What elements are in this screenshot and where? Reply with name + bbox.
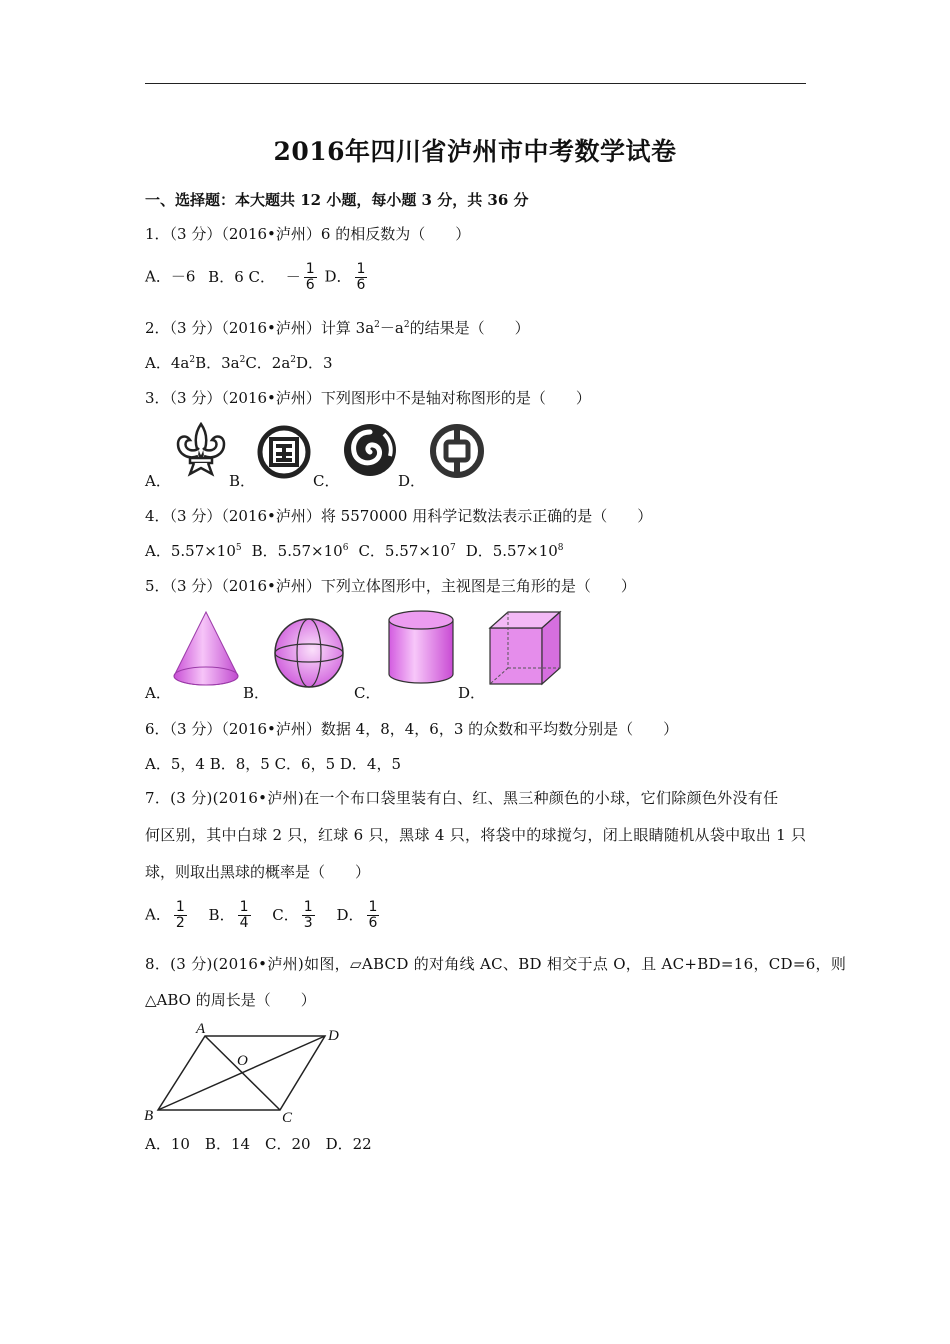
point-label-b: B	[144, 1108, 154, 1124]
spiral-logo-icon	[340, 420, 400, 480]
question-8-line-1: 8．(3 分)(2016•泸州)如图，▱ABCD 的对角线 AC、BD 相交于点 O，且 AC+BD=16，CD=6，则	[145, 955, 847, 973]
q5-label-a: A．	[145, 684, 171, 702]
q2-option-d: D．3	[296, 354, 333, 372]
q2-option-b: B．$3a^2$	[195, 354, 246, 372]
point-label-a: A	[196, 1021, 206, 1037]
question-8-line-2: △ABO 的周长是（ ）	[145, 991, 316, 1009]
question-7-line-1: 7．(3 分)(2016•泸州)在一个布口袋里装有白、红、黑三种颜色的小球，它们除颜色外没有任	[145, 789, 779, 807]
q1-fraction-d: $\frac{1}{6}$	[356, 261, 366, 293]
question-5-stem: 5．（3 分）（2016•泸州）下列立体图形中，主视图是三角形的是（ ）	[145, 577, 636, 595]
question-4-options	[145, 541, 574, 561]
q7-fraction-a: $\frac{1}{2}$	[175, 899, 185, 931]
q3-label-d: D．	[398, 472, 426, 490]
question-7-line-2: 何区别，其中白球 2 只，红球 6 只，黑球 4 只，将袋中的球搅匀，闭上眼睛随机从袋中取出 1 只	[145, 826, 807, 844]
q2-option-c: C．$2a^2$	[245, 354, 297, 372]
page-title: 2016年四川省泸州市中考数学试卷	[273, 137, 677, 166]
q5-label-d: D．	[458, 684, 486, 702]
question-1-stem: 1．（3 分）（2016•泸州）6 的相反数为（ ）	[145, 225, 471, 243]
q7-fraction-d: $\frac{1}{6}$	[368, 899, 378, 931]
question-3-stem: 3．（3 分）（2016•泸州）下列图形中不是轴对称图形的是（ ）	[145, 389, 591, 407]
q4-option-c: C．$5.57\times 10^7$	[358, 542, 456, 560]
question-6-options: A．5，4 B．8，5 C．6，5 D．4，5	[145, 755, 402, 773]
q7-fraction-c: $\frac{1}{3}$	[303, 899, 313, 931]
question-1-options	[145, 262, 370, 293]
section-heading: 一、选择题：本大题共 12 小题，每小题 3 分，共 36 分	[145, 191, 529, 209]
fleur-de-lis-icon	[170, 420, 232, 480]
cone-figure	[170, 608, 242, 688]
bank-of-china-logo-icon	[428, 422, 486, 480]
bank-logo-b-icon	[256, 424, 312, 480]
question-2-stem: 2．（3 分）（2016•泸州）计算 $3a^2-a^2$的结果是（ ）	[145, 319, 530, 337]
q3-label-a: A．	[145, 472, 171, 490]
point-label-d: D	[328, 1028, 339, 1044]
question-6-stem: 6．（3 分）（2016•泸州）数据 4，8，4，6，3 的众数和平均数分别是（ ）	[145, 720, 679, 738]
header-rule	[145, 83, 806, 84]
q1-option-d: D．	[324, 267, 352, 286]
q1-fraction-c: $\frac{1}{6}$	[305, 261, 315, 293]
parallelogram-diagram	[140, 1018, 350, 1126]
q2-option-a: A．$4a^2$	[145, 354, 196, 372]
question-8-options: A．10 B．14 C．20 D．22	[145, 1135, 372, 1153]
q5-label-b: B．	[243, 684, 270, 702]
q1-option-a: A．－6	[145, 267, 196, 286]
point-label-c: C	[282, 1110, 293, 1126]
question-7-options: A． $\frac{1}{2}$ B． $\frac{1}{4}$ C． $\frac{1}{3}$ D． $\frac{1}{6}$	[145, 899, 378, 931]
point-label-o: O	[237, 1053, 248, 1069]
q1-option-c-sign: －	[285, 267, 301, 286]
q4-option-a: A．$5.57\times 10^5$	[145, 542, 242, 560]
q4-option-d: D．$5.57\times 10^8$	[465, 542, 564, 560]
q4-option-b: B．$5.57\times 10^6$	[251, 542, 349, 560]
q1-option-b: B．6 C．	[208, 267, 275, 286]
q3-label-c: C．	[313, 472, 340, 490]
cylinder-figure	[386, 608, 456, 688]
q7-fraction-b: $\frac{1}{4}$	[239, 899, 249, 931]
sphere-figure	[270, 616, 348, 690]
cube-figure	[488, 610, 564, 688]
question-7-line-3: 球，则取出黑球的概率是（ ）	[145, 863, 371, 881]
q3-label-b: B．	[229, 472, 256, 490]
question-4-stem: 4．（3 分）（2016•泸州）将 5570000 用科学记数法表示正确的是（ ）	[145, 507, 653, 525]
question-2-options	[145, 353, 333, 373]
q5-label-c: C．	[354, 684, 381, 702]
